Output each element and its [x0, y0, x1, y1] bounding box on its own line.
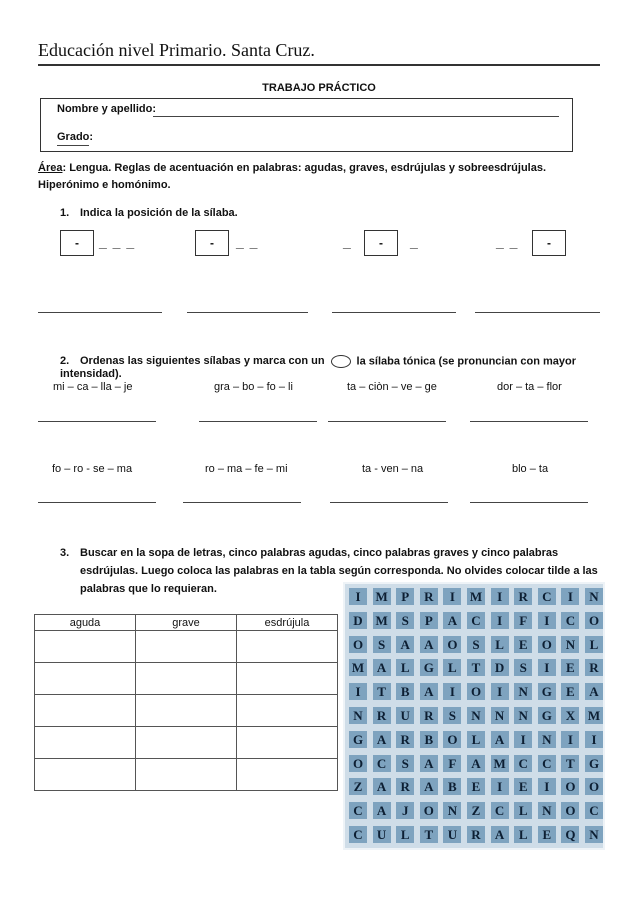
word-search-letter[interactable]: L [396, 826, 414, 843]
answer-line[interactable] [38, 421, 156, 422]
table-cell[interactable] [136, 695, 237, 727]
column-header-aguda: aguda [35, 615, 136, 631]
syllable-group: gra – bo – fo – li [214, 381, 293, 393]
word-search-letter[interactable]: U [443, 826, 461, 843]
classification-table [34, 614, 338, 791]
question-1 [60, 207, 238, 219]
word-search-letter[interactable]: A [373, 802, 391, 819]
word-search-letter[interactable]: R [514, 588, 532, 605]
syllable-blank: _ [343, 234, 352, 250]
word-search-letter[interactable]: O [443, 636, 461, 653]
word-search-letter[interactable]: U [396, 707, 414, 724]
word-search-letter[interactable]: R [396, 731, 414, 748]
word-search-letter[interactable]: X [561, 707, 579, 724]
word-search-letter[interactable]: G [585, 755, 603, 772]
area-description [38, 160, 598, 194]
word-search-letter[interactable]: L [514, 802, 532, 819]
word-search-letter[interactable]: S [396, 612, 414, 629]
word-search-letter[interactable]: I [491, 588, 509, 605]
answer-line[interactable] [330, 502, 448, 503]
table-cell[interactable] [136, 663, 237, 695]
answer-line[interactable] [328, 421, 446, 422]
syllable-blank: _ _ _ [99, 234, 136, 250]
syllable-group: blo – ta [512, 463, 549, 475]
table-cell[interactable] [237, 727, 338, 759]
oval-mark-icon [331, 355, 351, 368]
word-search-letter[interactable]: N [538, 802, 556, 819]
word-search-letter[interactable]: S [514, 659, 532, 676]
question-2 [60, 355, 638, 380]
question-2-text-end: la sílaba tónica (se pronuncian con mayor intensidad). [60, 355, 576, 380]
table-cell[interactable] [136, 759, 237, 791]
answer-line[interactable] [38, 312, 162, 313]
word-search-letter[interactable]: I [443, 683, 461, 700]
word-search-grid [343, 582, 605, 850]
word-search-letter[interactable]: N [538, 731, 556, 748]
word-search-letter[interactable]: R [467, 826, 485, 843]
name-answer-line[interactable] [153, 116, 559, 117]
word-search-letter[interactable]: N [491, 707, 509, 724]
word-search-letter[interactable]: I [538, 778, 556, 795]
word-search-letter[interactable]: O [585, 612, 603, 629]
header-divider [38, 64, 600, 66]
question-2-text-start: Ordenas las siguientes sílabas y marca con un [80, 355, 325, 368]
word-search-letter[interactable]: M [373, 588, 391, 605]
word-search-letter[interactable]: F [443, 755, 461, 772]
word-search-letter[interactable]: N [514, 707, 532, 724]
word-search-letter[interactable]: G [349, 731, 367, 748]
question-1-text: Indica la posición de la sílaba. [80, 207, 238, 219]
table-cell[interactable] [35, 663, 136, 695]
word-search-letter[interactable]: C [538, 588, 556, 605]
table-row [35, 759, 338, 791]
word-search-letter[interactable]: E [514, 778, 532, 795]
header-title: Educación nivel Primario. Santa Cruz. [38, 40, 315, 60]
word-search-letter[interactable]: S [396, 755, 414, 772]
word-search-letter[interactable]: P [420, 612, 438, 629]
grade-underline[interactable] [57, 145, 89, 146]
stressed-syllable-box[interactable]: - [532, 230, 566, 256]
answer-line[interactable] [38, 502, 156, 503]
question-3-number: 3. [60, 547, 70, 559]
word-search-letter[interactable]: C [491, 802, 509, 819]
word-search-letter[interactable]: I [491, 778, 509, 795]
syllable-blank: _ [410, 234, 419, 250]
word-search-letter[interactable]: T [561, 755, 579, 772]
word-search-letter[interactable]: I [491, 683, 509, 700]
word-search-letter[interactable]: E [561, 659, 579, 676]
word-search-letter[interactable]: A [373, 778, 391, 795]
word-search-letter[interactable]: C [561, 612, 579, 629]
word-search-letter[interactable]: A [420, 636, 438, 653]
word-search-letter[interactable]: O [538, 636, 556, 653]
word-search-letter[interactable]: O [585, 778, 603, 795]
word-search-letter[interactable]: L [585, 636, 603, 653]
question-1-number: 1. [60, 207, 70, 219]
word-search-letter[interactable]: R [585, 659, 603, 676]
word-search-letter[interactable]: A [491, 731, 509, 748]
syllable-group: ta - ven – na [362, 463, 424, 475]
word-search-letter[interactable]: I [349, 588, 367, 605]
word-search-letter[interactable]: I [585, 731, 603, 748]
answer-line[interactable] [199, 421, 317, 422]
table-cell[interactable] [237, 631, 338, 663]
answer-line[interactable] [470, 502, 588, 503]
word-search-letter[interactable]: A [420, 683, 438, 700]
word-search-letter[interactable]: A [420, 778, 438, 795]
word-search-letter[interactable]: C [538, 755, 556, 772]
word-search-letter[interactable]: O [349, 755, 367, 772]
syllable-blank: _ _ [496, 234, 519, 250]
word-search-letter[interactable]: T [420, 826, 438, 843]
word-search-letter[interactable]: B [420, 731, 438, 748]
word-search-letter[interactable]: E [561, 683, 579, 700]
word-search-letter[interactable]: Z [349, 778, 367, 795]
word-search-letter[interactable]: O [443, 731, 461, 748]
stressed-syllable-box[interactable]: - [195, 230, 229, 256]
word-search-letter[interactable]: S [467, 636, 485, 653]
question-2-number: 2. [60, 355, 70, 368]
column-header-grave: grave [136, 615, 237, 631]
word-search-letter[interactable]: M [349, 659, 367, 676]
answer-line[interactable] [187, 312, 308, 313]
word-search-letter[interactable]: O [561, 778, 579, 795]
word-search-letter[interactable]: I [491, 612, 509, 629]
table-row [35, 663, 338, 695]
word-search-letter[interactable]: I [561, 731, 579, 748]
word-search-letter[interactable]: A [396, 636, 414, 653]
area-label: Área [38, 162, 63, 174]
word-search-letter[interactable]: D [349, 612, 367, 629]
table-cell[interactable] [35, 695, 136, 727]
word-search-letter[interactable]: E [538, 826, 556, 843]
name-label: Nombre y apellido: [57, 103, 157, 115]
answer-line[interactable] [183, 502, 301, 503]
column-header-esdrujula: esdrújula [237, 615, 338, 631]
word-search-letter[interactable]: I [349, 683, 367, 700]
table-cell[interactable] [237, 759, 338, 791]
word-search-letter[interactable]: L [491, 636, 509, 653]
table-cell[interactable] [136, 727, 237, 759]
table-cell[interactable] [237, 695, 338, 727]
answer-line[interactable] [470, 421, 588, 422]
syllable-group: ta – ciòn – ve – ge [347, 381, 437, 393]
word-search-letter[interactable]: C [349, 802, 367, 819]
answer-line[interactable] [475, 312, 600, 313]
word-search-letter[interactable]: O [467, 683, 485, 700]
grade-label: Grado: [57, 131, 94, 143]
word-search-letter[interactable]: O [420, 802, 438, 819]
word-search-letter[interactable]: G [538, 707, 556, 724]
word-search-letter[interactable]: N [585, 588, 603, 605]
word-search-letter[interactable]: L [467, 731, 485, 748]
word-search-letter[interactable]: M [467, 588, 485, 605]
word-search-letter[interactable]: N [443, 802, 461, 819]
word-search-letter[interactable]: U [373, 826, 391, 843]
document-title: TRABAJO PRÁCTICO [262, 82, 376, 94]
word-search-letter[interactable]: A [373, 659, 391, 676]
word-search-letter[interactable]: M [491, 755, 509, 772]
word-search-letter[interactable]: C [373, 755, 391, 772]
word-search-letter[interactable]: Q [561, 826, 579, 843]
word-search-letter[interactable]: E [514, 636, 532, 653]
word-search-letter[interactable]: A [373, 731, 391, 748]
word-search-letter[interactable]: I [443, 588, 461, 605]
syllable-group: mi – ca – lla – je [53, 381, 133, 393]
word-search-letter[interactable]: L [396, 659, 414, 676]
word-search-letter[interactable]: A [443, 612, 461, 629]
area-text: : Lengua. Reglas de acentuación en palabras: agudas, graves, esdrújulas y sobreesdrújulas. Hiperónimo e homónimo. [38, 162, 547, 191]
word-search-letter[interactable]: R [396, 778, 414, 795]
word-search-letter[interactable]: I [538, 659, 556, 676]
word-search-letter[interactable]: I [514, 731, 532, 748]
word-search-letter[interactable]: S [443, 707, 461, 724]
word-search-letter[interactable]: R [420, 707, 438, 724]
word-search-letter[interactable]: A [420, 755, 438, 772]
word-search-letter[interactable]: E [467, 778, 485, 795]
word-search-letter[interactable]: L [443, 659, 461, 676]
word-search-letter[interactable]: I [561, 588, 579, 605]
syllable-group: dor – ta – flor [497, 381, 562, 393]
word-search-letter[interactable]: B [443, 778, 461, 795]
word-search-letter[interactable]: M [585, 707, 603, 724]
answer-line[interactable] [332, 312, 456, 313]
word-search-letter[interactable]: N [561, 636, 579, 653]
word-search-letter[interactable]: O [561, 802, 579, 819]
stressed-syllable-box[interactable]: - [60, 230, 94, 256]
table-cell[interactable] [35, 727, 136, 759]
word-search-letter[interactable]: S [373, 636, 391, 653]
word-search-letter[interactable]: Z [467, 802, 485, 819]
table-row [35, 727, 338, 759]
word-search-letter[interactable]: N [467, 707, 485, 724]
syllable-group: ro – ma – fe – mi [205, 463, 288, 475]
table-cell[interactable] [136, 631, 237, 663]
word-search-letter[interactable]: N [349, 707, 367, 724]
word-search-letter[interactable]: R [420, 588, 438, 605]
word-search-letter[interactable]: M [373, 612, 391, 629]
word-search-letter[interactable]: T [373, 683, 391, 700]
table-cell[interactable] [237, 663, 338, 695]
word-search-letter[interactable]: A [585, 683, 603, 700]
word-search-letter[interactable]: G [538, 683, 556, 700]
word-search-letter[interactable]: L [514, 826, 532, 843]
word-search-letter[interactable]: B [396, 683, 414, 700]
word-search-letter[interactable]: F [514, 612, 532, 629]
word-search-letter[interactable]: A [491, 826, 509, 843]
word-search-letter[interactable]: J [396, 802, 414, 819]
student-info-box [40, 98, 573, 152]
word-search-letter[interactable]: C [585, 802, 603, 819]
table-cell[interactable] [35, 631, 136, 663]
question-3-text: Buscar en la sopa de letras, cinco palabras agudas, cinco palabras graves y cinco palabras esdrújulas. Luego coloca las palabras en la tabla según corresponda. No olvides colocar tilde a las palabras que lo requieran. [80, 547, 598, 595]
table-row [35, 631, 338, 663]
word-search-letter[interactable]: D [491, 659, 509, 676]
stressed-syllable-box[interactable]: - [364, 230, 398, 256]
word-search-letter[interactable]: R [373, 707, 391, 724]
word-search-letter[interactable]: T [467, 659, 485, 676]
word-search-letter[interactable]: C [467, 612, 485, 629]
word-search-letter[interactable]: P [396, 588, 414, 605]
word-search-letter[interactable]: G [420, 659, 438, 676]
table-row [35, 695, 338, 727]
word-search-letter[interactable]: N [514, 683, 532, 700]
syllable-group: fo – ro - se – ma [52, 463, 133, 475]
word-search-letter[interactable]: O [349, 636, 367, 653]
word-search-letter[interactable]: A [467, 755, 485, 772]
word-search-letter[interactable]: C [349, 826, 367, 843]
word-search-letter[interactable]: C [514, 755, 532, 772]
syllable-blank: _ _ [236, 234, 259, 250]
word-search-letter[interactable]: I [538, 612, 556, 629]
table-cell[interactable] [35, 759, 136, 791]
word-search-letter[interactable]: N [585, 826, 603, 843]
